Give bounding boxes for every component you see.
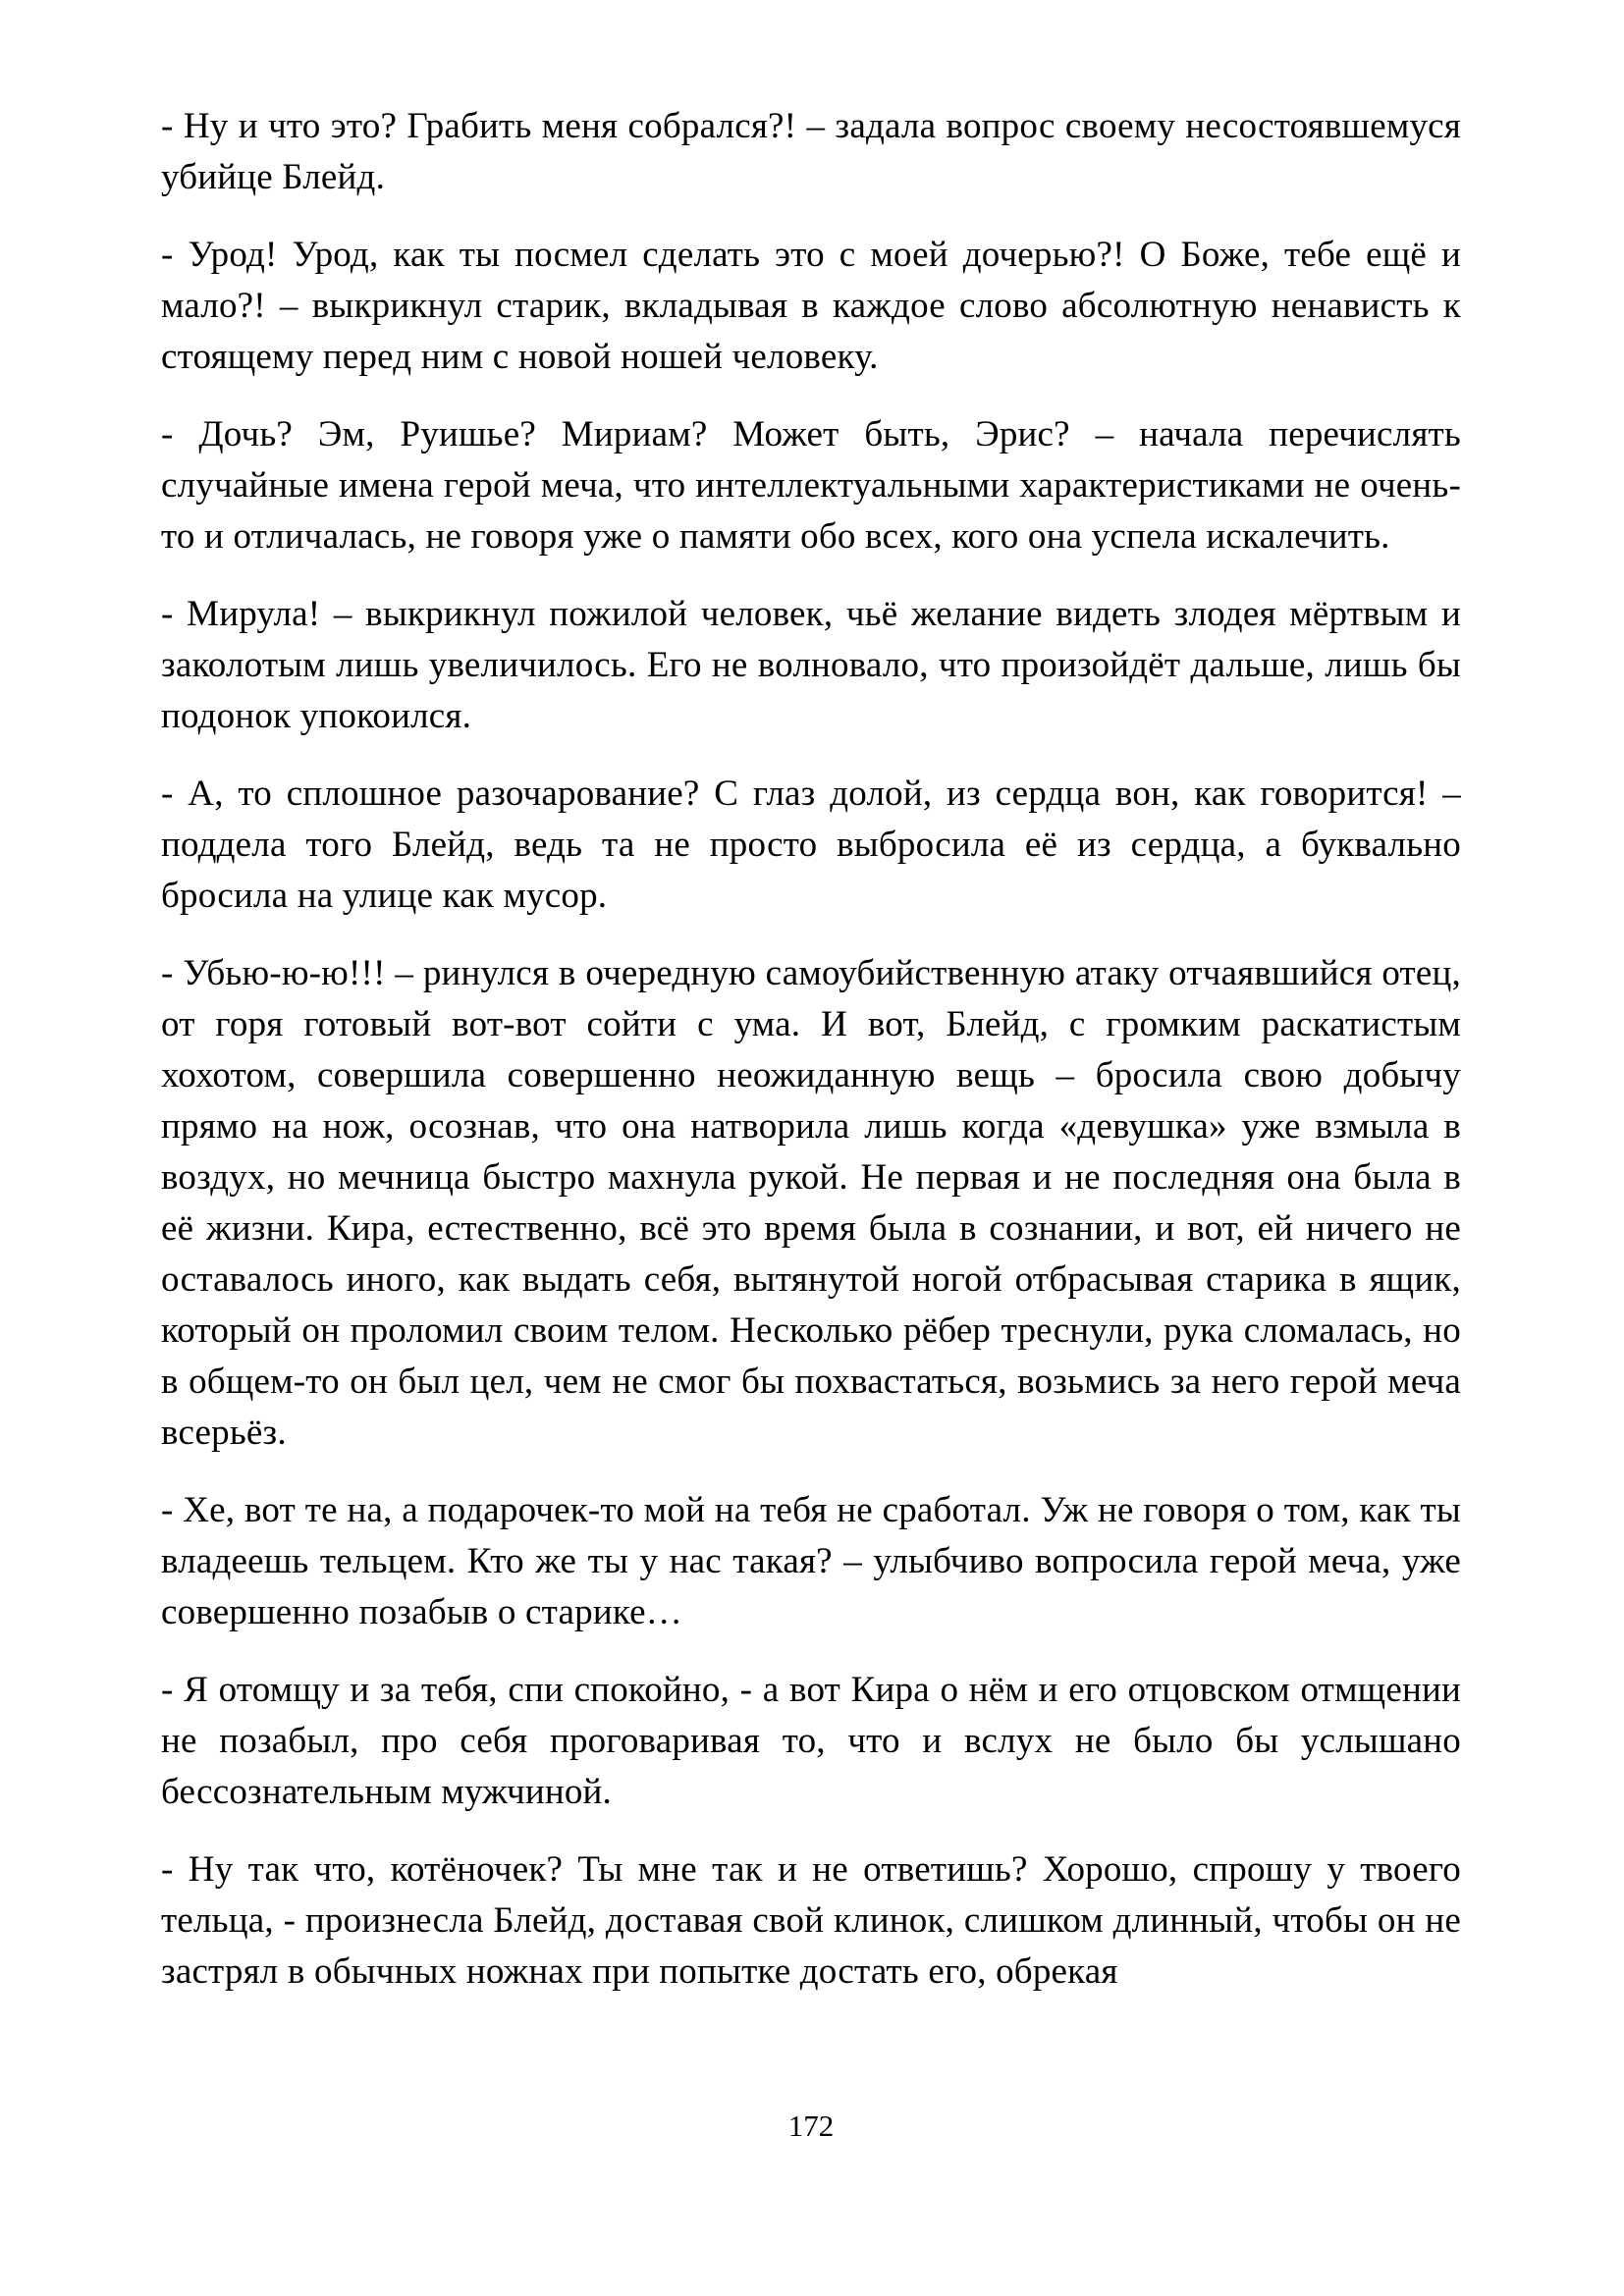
- paragraph: - Я отомщу и за тебя, спи спокойно, - а вот Кира о нём и его отцовском отмщении не позабыл, про себя проговаривая то, что и вслух не было бы услышано бессознательным мужчиной.: [161, 1670, 1461, 1812]
- paragraph: - А, то сплошное разочарование? С глаз долой, из сердца вон, как говорится! – поддела того Блейд, ведь та не просто выбросила её из сердца, а буквально бросила на улице как мусор.: [161, 774, 1461, 916]
- paragraph: - Ну и что это? Грабить меня собрался?! – задала вопрос своему несостоявшемуся убийце Блейд.: [161, 106, 1461, 197]
- paragraph: - Убью-ю-ю!!! – ринулся в очередную самоубийственную атаку отчаявшийся отец, от горя готовый вот-вот сойти с ума. И вот, Блейд, с громким раскатистым хохотом, совершила совершенно неожиданную вещь – бросила свою добычу прямо на нож, осознав, что она натворила лишь когда «девушка» уже взмыла в воздух, но мечница быстро махнула рукой. Не первая и не последняя она была в её жизни. Кира, естественно, всё это время была в сознании, и вот, ей ничего не оставалось иного, как выдать себя, вытянутой ногой отбрасывая старика в ящик, который он проломил своим телом. Несколько рёбер треснули, рука сломалась, но в общем-то он был цел, чем не смог бы похвастаться, возьмись за него герой меча всерьёз.: [161, 953, 1461, 1453]
- paragraph: - Дочь? Эм, Руишье? Мириам? Может быть, Эрис? – начала перечислять случайные имена герой меча, что интеллектуальными характеристиками не очень-то и отличалась, не говоря уже о памяти обо всех, кого она успела искалечить.: [161, 414, 1461, 557]
- paragraph: - Урод! Урод, как ты посмел сделать это с моей дочерью?! О Боже, тебе ещё и мало?! – выкрикнул старик, вкладывая в каждое слово абсолютную ненависть к стоящему перед ним с новой ношей человеку.: [161, 235, 1461, 377]
- paragraph: - Мирула! – выкрикнул пожилой человек, чьё желание видеть злодея мёртвым и заколотым лишь увеличилось. Его не волновало, что произойдёт дальше, лишь бы подонок упокоился.: [161, 594, 1461, 736]
- page-number: 172: [787, 2109, 835, 2143]
- paragraph: - Хе, вот те на, а подарочек-то мой на тебя не сработал. Уж не говоря о том, как ты владеешь тельцем. Кто же ты у нас такая? – улыбчиво вопросила герой меча, уже совершенно позабыв о старике…: [161, 1490, 1461, 1632]
- paragraph: - Ну так что, котёночек? Ты мне так и не ответишь? Хорошо, спрошу у твоего тельца, - произнесла Блейд, доставая свой клинок, слишком длинный, чтобы он не застрял в обычных ножнах при попытке достать его, обрекая: [161, 1849, 1461, 1992]
